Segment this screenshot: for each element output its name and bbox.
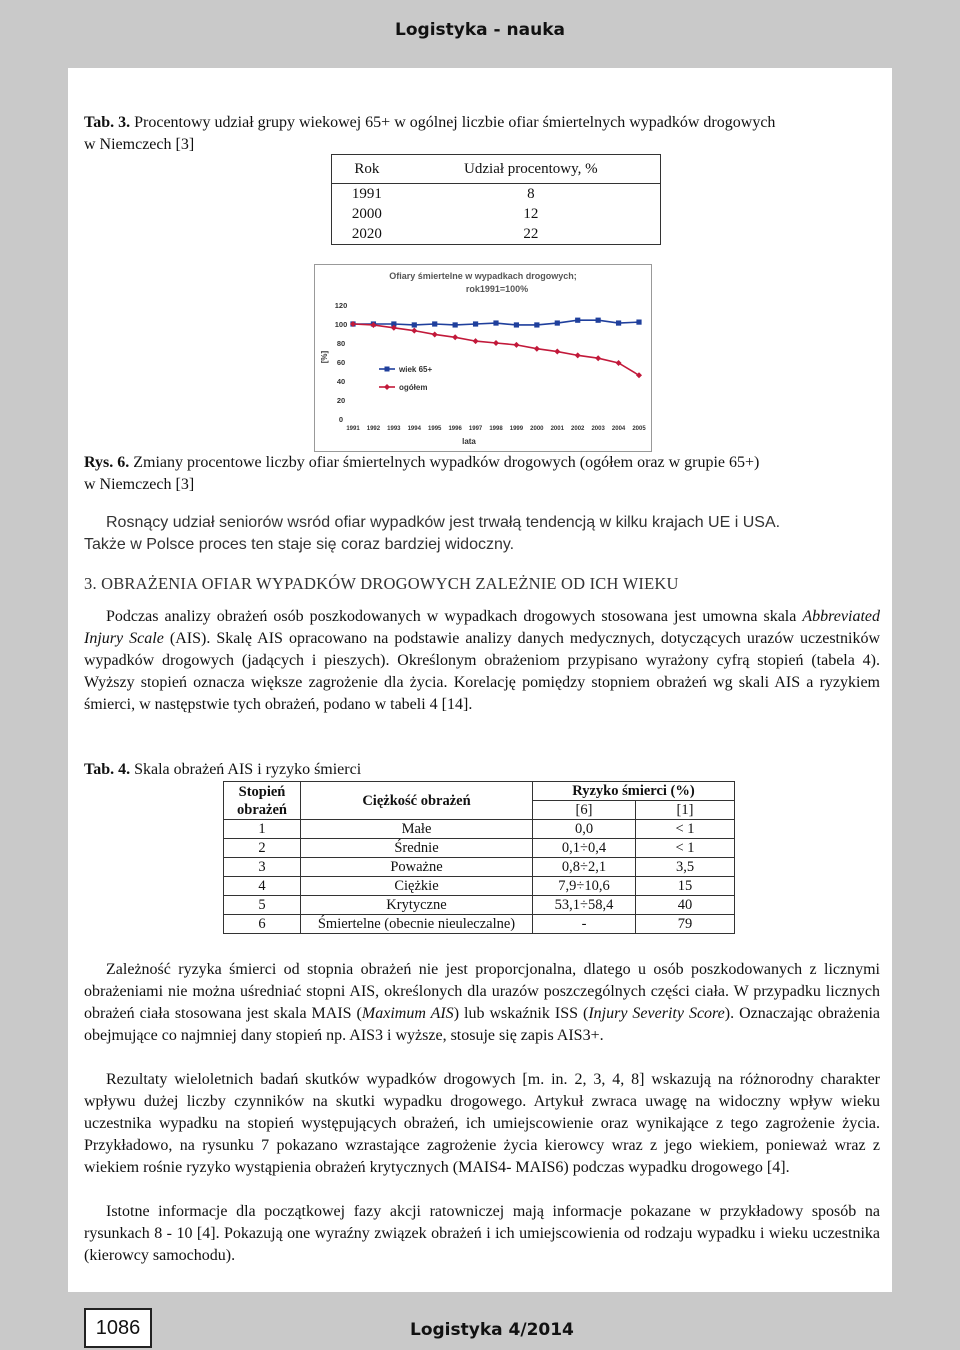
x-tick-label: 1991 bbox=[346, 426, 360, 432]
section-heading: 3. OBRAŻENIA OFIAR WYPADKÓW DROGOWYCH ZALEŻNIE OD ICH WIEKU bbox=[84, 574, 679, 593]
cell-degree: 5 bbox=[224, 896, 301, 915]
fig6-label: Rys. 6. bbox=[84, 454, 130, 471]
cell-year: 1991 bbox=[351, 186, 382, 202]
intro-line1: Rosnący udział seniorów wsród ofiar wypadków jest trwałą tendencją w kilku krajach UE i USA. bbox=[106, 514, 781, 531]
series-point bbox=[411, 328, 417, 334]
table-3 bbox=[331, 154, 661, 245]
cell-severity: Poważne bbox=[301, 858, 533, 877]
table-row bbox=[224, 896, 735, 915]
page-number: 1086 bbox=[84, 1308, 152, 1348]
y-axis-label: [%] bbox=[320, 350, 329, 364]
cell-share: 12 bbox=[523, 206, 539, 222]
series-point bbox=[575, 352, 581, 358]
paragraph-1 bbox=[84, 606, 880, 716]
x-tick-label: 1995 bbox=[428, 426, 442, 432]
journal-footer: Logistyka 4/2014 bbox=[410, 1320, 574, 1340]
y-tick-label: 0 bbox=[338, 415, 344, 424]
intro-paragraph bbox=[84, 512, 880, 556]
paragraph-2 bbox=[84, 959, 880, 1047]
col-header-ref1: [1] bbox=[636, 801, 735, 820]
col-header-risk: Ryzyko śmierci (%) bbox=[533, 782, 735, 801]
cell-degree: 4 bbox=[224, 877, 301, 896]
cell-severity: Średnie bbox=[301, 839, 533, 858]
col-header-year: Rok bbox=[332, 155, 402, 184]
legend-swatch-marker bbox=[385, 367, 390, 372]
cell-degree: 3 bbox=[224, 858, 301, 877]
cell-risk-6: 0,1÷0,4 bbox=[533, 839, 636, 858]
series-point bbox=[595, 355, 601, 361]
tab4-caption-text: Skala obrażeń AIS i ryzyko śmierci bbox=[134, 761, 362, 778]
series-point bbox=[575, 318, 580, 323]
cell-risk-6: 7,9÷10,6 bbox=[533, 877, 636, 896]
series-point bbox=[636, 320, 641, 325]
cell-risk-1: 79 bbox=[636, 915, 735, 934]
x-tick-label: 2003 bbox=[591, 426, 605, 432]
para2-italic-2: Injury Severity Score bbox=[588, 1005, 725, 1022]
para2-text-a: Zależność ryzyka śmierci od stopnia obrażeń nie jest proporcjonalna, dlatego u osób poszkodowanych z licznymi obrażeniami nie można uśredniać stopni AIS, określonych dla urazów poszczególnych części ciała. W przypadku licznych obrażeń ciała stosowana jest skala MAIS ( bbox=[84, 961, 880, 1022]
cell-year: 2020 bbox=[351, 226, 382, 242]
page bbox=[68, 68, 892, 1292]
cell-risk-1: < 1 bbox=[636, 839, 735, 858]
cell-year: 2000 bbox=[351, 206, 382, 222]
x-tick-label: 2001 bbox=[550, 426, 564, 432]
cell-risk-6: 0,0 bbox=[533, 820, 636, 839]
running-header: Logistyka - nauka bbox=[395, 20, 565, 40]
series-point bbox=[616, 320, 621, 325]
legend-swatch-marker bbox=[384, 384, 390, 390]
figure-6-chart bbox=[314, 264, 652, 452]
series-point bbox=[554, 349, 560, 355]
x-tick-label: 1994 bbox=[407, 426, 421, 432]
series-point bbox=[432, 331, 438, 337]
legend-entry: ogółem bbox=[399, 383, 428, 392]
table-header-row bbox=[332, 155, 661, 184]
y-tick-label: 20 bbox=[336, 396, 346, 405]
intro-line2: Także w Polsce proces ten staje się coraz bardziej widoczny. bbox=[84, 536, 515, 553]
tab3-label: Tab. 3. bbox=[84, 114, 131, 131]
col-header-severity: Ciężkość obrażeń bbox=[301, 782, 533, 820]
series-point bbox=[514, 322, 519, 327]
table-4-body bbox=[224, 820, 735, 934]
series-point bbox=[493, 340, 499, 346]
x-axis-label: lata bbox=[462, 437, 476, 446]
tab4-label: Tab. 4. bbox=[84, 761, 131, 778]
cell-severity: Krytyczne bbox=[301, 896, 533, 915]
table-4 bbox=[223, 781, 735, 934]
y-tick-label: 40 bbox=[336, 377, 346, 386]
cell-severity: Śmiertelne (obecnie nieuleczalne) bbox=[301, 915, 533, 934]
x-tick-label: 1996 bbox=[448, 426, 462, 432]
series-point bbox=[473, 338, 479, 344]
cell-share: 22 bbox=[523, 226, 539, 242]
table-row bbox=[332, 204, 661, 224]
para1-italic: Abbreviated Injury Scale bbox=[84, 608, 880, 647]
series-point bbox=[473, 321, 478, 326]
cell-degree: 6 bbox=[224, 915, 301, 934]
table-row bbox=[224, 915, 735, 934]
chart-title: Ofiary śmiertelne w wypadkach drogowych; bbox=[389, 271, 577, 281]
x-tick-label: 2004 bbox=[611, 426, 626, 432]
para2-text-b: ) lub wskaźnik ISS ( bbox=[453, 1005, 589, 1022]
x-tick-label: 1998 bbox=[489, 426, 503, 432]
table-row bbox=[224, 858, 735, 877]
series-point bbox=[596, 318, 601, 323]
cell-severity: Małe bbox=[301, 820, 533, 839]
series-point bbox=[493, 320, 498, 325]
y-tick-label: 80 bbox=[336, 339, 346, 348]
series-point bbox=[534, 346, 540, 352]
x-tick-label: 2002 bbox=[571, 426, 585, 432]
y-tick-label: 100 bbox=[334, 320, 348, 329]
cell-degree: 2 bbox=[224, 839, 301, 858]
tab3-caption-line1: Procentowy udział grupy wiekowej 65+ w ogólnej liczbie ofiar śmiertelnych wypadków drogowych bbox=[134, 114, 776, 131]
cell-severity: Ciężkie bbox=[301, 877, 533, 896]
tab3-caption bbox=[84, 112, 880, 156]
paragraph-4: Istotne informacje dla początkowej fazy akcji ratowniczej mają informacje pokazane w przykładowy sposób na rysunkach 8 - 10 [4]. Pokazują one wyraźny związek obrażeń i ich umiejscowienia od rodzaju wypadku i wieku uczestnika (kierowcy samochodu). bbox=[84, 1203, 880, 1264]
x-tick-label: 1992 bbox=[366, 426, 381, 432]
x-tick-label: 2005 bbox=[632, 426, 646, 432]
paragraph-3: Rezultaty wieloletnich badań skutków wypadków drogowych [m. in. 2, 3, 4, 8] wskazują na różnorodny charakter wpływu dużej liczby czynników na skutki wypadku drogowego. Artykuł zwraca uwagę na widoczny wpływ wieku uczestnika wypadku na stopień występujących obrażeń, ich umiejscowienie oraz wynikające z tego zagrożenie życia. Przykładowo, na rysunku 7 pokazano wzrastające zagrożenie życia kierowcy wraz z jego wiekiem, ponieważ wraz z wiekiem rośnie ryzyko wystąpienia obrażeń krytycznych (MAIS4- MAIS6) podczas wypadku drogowego [4]. bbox=[84, 1071, 880, 1176]
table-header-row bbox=[224, 782, 735, 801]
fig6-caption-line2: w Niemczech [3] bbox=[84, 476, 195, 493]
cell-risk-1: < 1 bbox=[636, 820, 735, 839]
series-point bbox=[412, 322, 417, 327]
para1-text-b: (AIS). Skalę AIS opracowano na podstawie analizy danych medycznych, dotyczących urazów uczestników wypadków drogowych (jadących i pieszych). Określonym obrażeniom przypisano wyrażony cyfrą stopień (tabela 4). Wyższy stopień oznacza większe zagrożenie dla życia. Korelację pomiędzy stopniem obrażeń wg skali AIS a ryzykiem śmierci, w następstwie tych obrażeń, podano w tabeli 4 [14]. bbox=[84, 630, 881, 713]
fig6-caption bbox=[84, 452, 880, 496]
series-point bbox=[432, 321, 437, 326]
table-row bbox=[224, 839, 735, 858]
table-row bbox=[332, 184, 661, 205]
cell-risk-1: 15 bbox=[636, 877, 735, 896]
legend-entry: wiek 65+ bbox=[399, 365, 433, 374]
table-row bbox=[332, 224, 661, 245]
table-row bbox=[224, 877, 735, 896]
series-point bbox=[555, 320, 560, 325]
x-tick-label: 1997 bbox=[468, 426, 483, 432]
tab3-caption-line2: w Niemczech [3] bbox=[84, 136, 195, 153]
y-tick-label: 60 bbox=[336, 358, 346, 367]
para1-text-a: Podczas analizy obrażeń osób poszkodowanych w wypadkach drogowych stosowana jest umowna skala bbox=[106, 608, 803, 625]
cell-risk-6: 53,1÷58,4 bbox=[533, 896, 636, 915]
series-point bbox=[453, 322, 458, 327]
tab4-caption bbox=[84, 759, 361, 781]
fig6-caption-line1: Zmiany procentowe liczby ofiar śmiertelnych wypadków drogowych (ogółem oraz w grupie 65+) bbox=[133, 454, 760, 471]
series-point bbox=[534, 322, 539, 327]
cell-risk-6: 0,8÷2,1 bbox=[533, 858, 636, 877]
x-tick-label: 2000 bbox=[530, 426, 544, 432]
y-tick-label: 120 bbox=[334, 301, 348, 310]
table-row bbox=[224, 820, 735, 839]
chart-subtitle: rok1991=100% bbox=[465, 284, 529, 294]
col-header-ref6: [6] bbox=[533, 801, 636, 820]
cell-risk-6: - bbox=[533, 915, 636, 934]
series-point bbox=[452, 334, 458, 340]
x-tick-label: 1993 bbox=[387, 426, 401, 432]
col-header-degree: Stopień obrażeń bbox=[224, 782, 301, 820]
cell-degree: 1 bbox=[224, 820, 301, 839]
chart-svg bbox=[315, 265, 651, 451]
series-line bbox=[353, 324, 639, 375]
col-header-share: Udział procentowy, % bbox=[402, 155, 661, 184]
series-point bbox=[513, 342, 519, 348]
cell-risk-1: 3,5 bbox=[636, 858, 735, 877]
para2-text-c: ). Oznaczając obrażenia obejmujące co najmniej dany stopień np. AIS3 i wyższe, stosuje się zapis AIS3+. bbox=[84, 1005, 880, 1044]
para2-italic-1: Maximum AIS bbox=[361, 1005, 454, 1022]
x-tick-label: 1999 bbox=[509, 426, 524, 432]
cell-risk-1: 40 bbox=[636, 896, 735, 915]
cell-share: 8 bbox=[527, 186, 535, 202]
